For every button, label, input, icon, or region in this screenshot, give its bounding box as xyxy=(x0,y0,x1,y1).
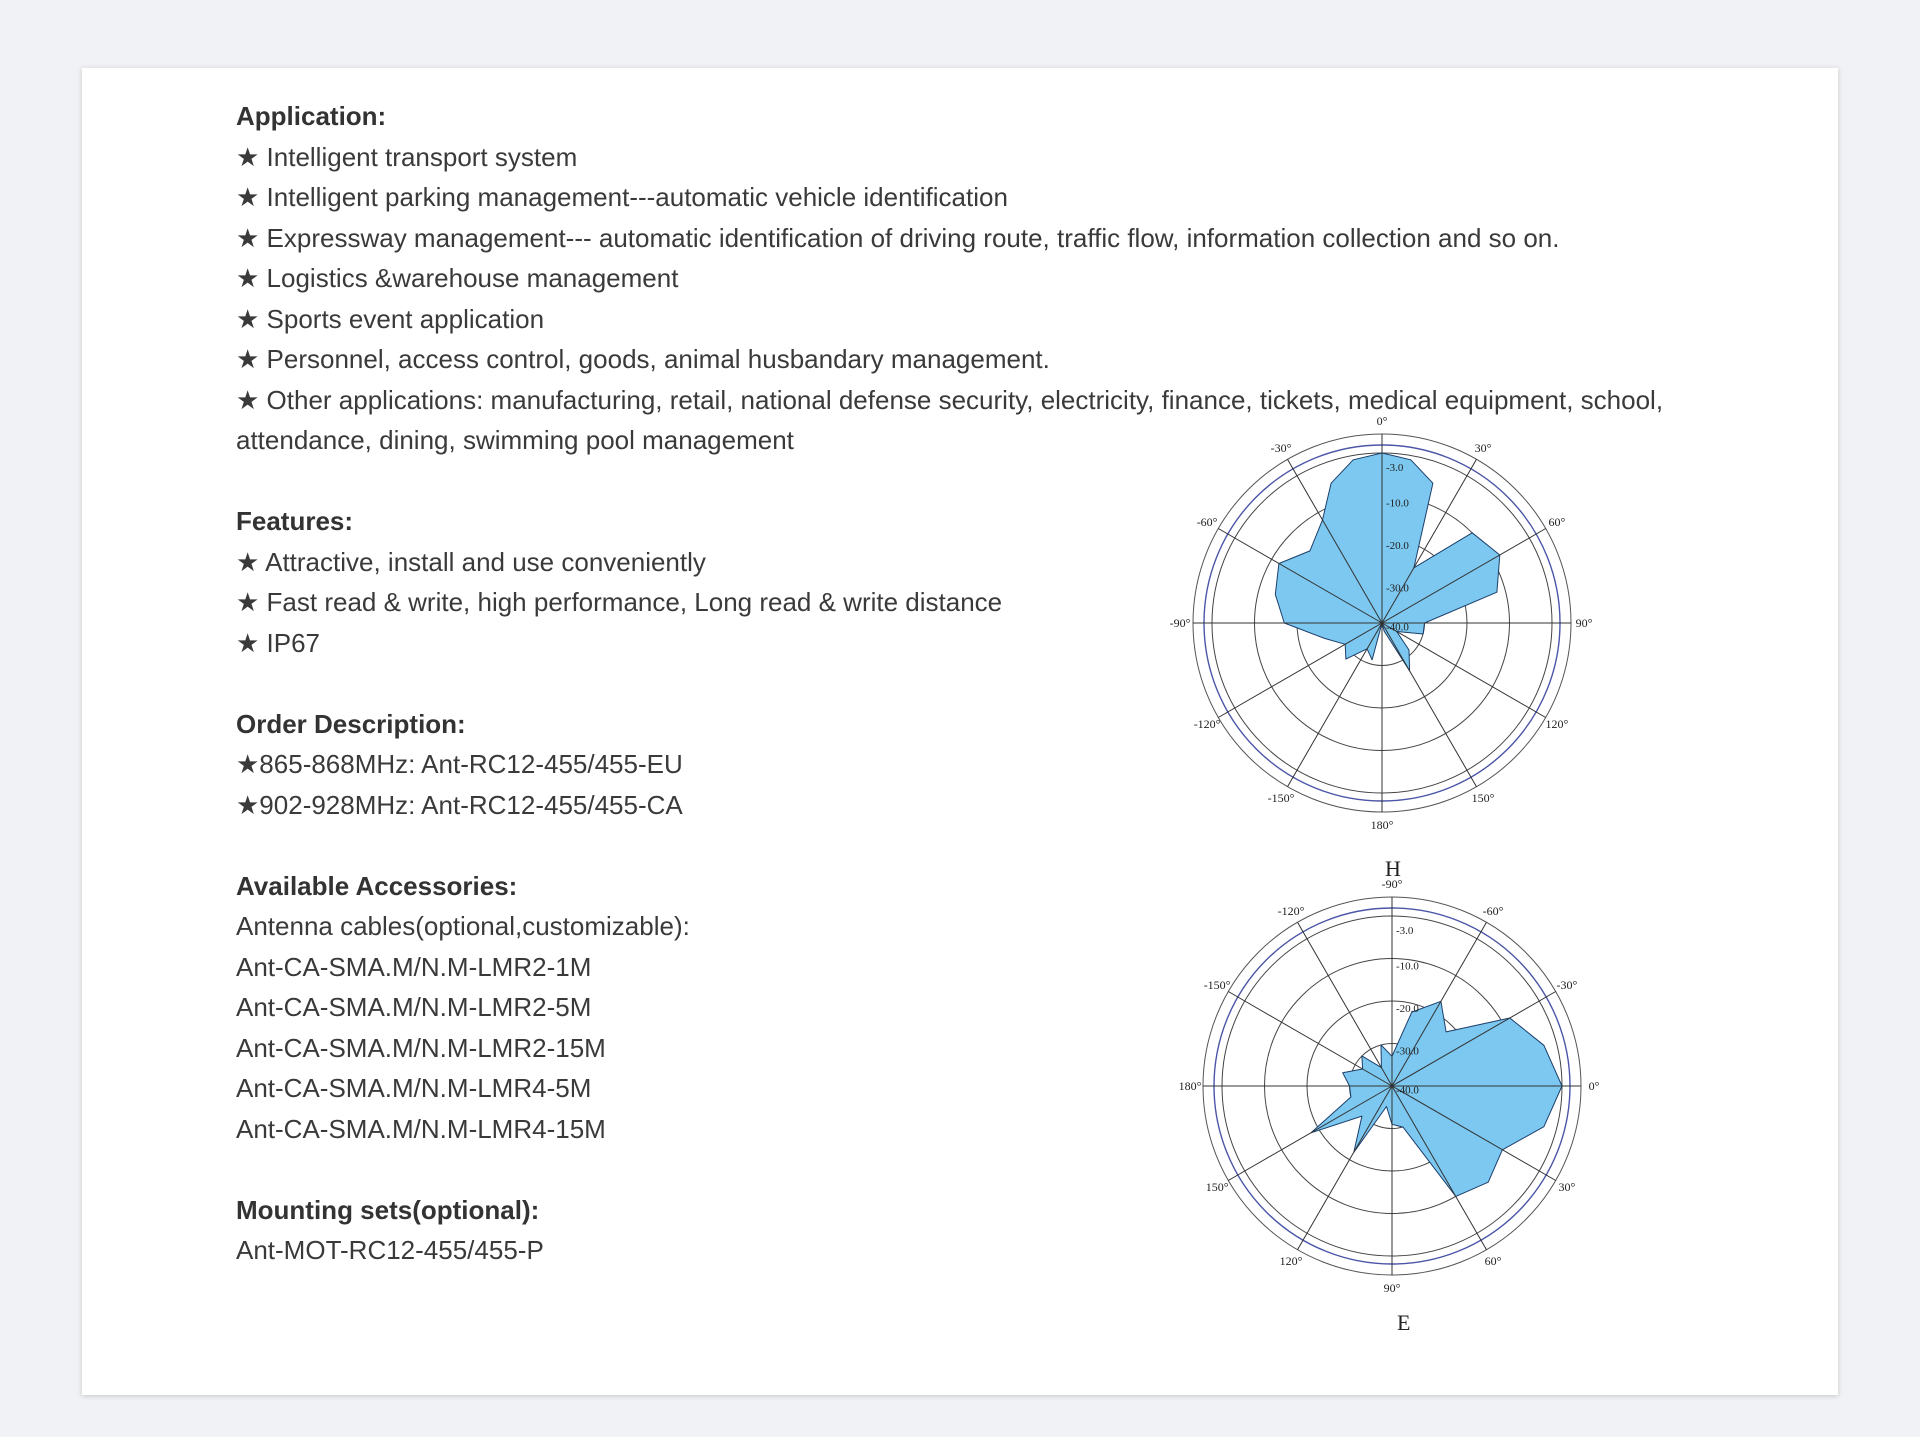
angle-tick-label: -60° xyxy=(1482,904,1504,919)
radial-tick-label: -10.0 xyxy=(1396,960,1419,973)
application-item: ★ Sports event application xyxy=(236,303,545,334)
application-item: ★ Expressway management--- automatic identification of driving route, traffic flow, information collection and so on. xyxy=(236,222,1560,253)
grid-spoke-4 xyxy=(1382,623,1546,718)
e-plane-pattern xyxy=(1178,877,1600,1295)
h-plane-svg xyxy=(1169,414,1593,832)
application-item: ★ Intelligent parking management---automatic vehicle identification xyxy=(236,182,1008,212)
angle-tick-label: 60° xyxy=(1484,1253,1502,1268)
grid-spoke-10 xyxy=(1228,992,1392,1087)
angle-tick-label: -60° xyxy=(1196,515,1218,529)
mounting-item: Ant-MOT-RC12-455/455-P xyxy=(236,1235,544,1265)
mounting-heading: Mounting sets(optional): xyxy=(236,1194,540,1225)
angle-tick-label: 150° xyxy=(1471,790,1495,805)
angle-tick-label: 180° xyxy=(1370,818,1394,832)
angle-tick-label: -30° xyxy=(1556,978,1578,992)
angle-tick-label: -90° xyxy=(1381,877,1403,891)
angle-tick-label: -90° xyxy=(1169,616,1191,630)
application-item: ★ Intelligent transport system xyxy=(236,141,578,172)
e-plane-svg xyxy=(1178,877,1600,1295)
angle-tick-label: 120° xyxy=(1545,717,1569,731)
h-plane-label: H xyxy=(1385,856,1401,881)
accessories-item: Ant-CA-SMA.M/N.M-LMR2-15M xyxy=(236,1032,606,1063)
grid-spoke-7 xyxy=(1288,623,1383,787)
accessories-item: Ant-CA-SMA.M/N.M-LMR2-1M xyxy=(236,951,592,982)
grid-spoke-5 xyxy=(1382,623,1477,787)
angle-tick-label: -150° xyxy=(1203,978,1231,992)
accessories-item: Ant-CA-SMA.M/N.M-LMR2-5M xyxy=(236,992,592,1022)
order-item: ★902-928MHz: Ant-RC12-455/455-CA xyxy=(236,789,683,820)
angle-tick-label: 0° xyxy=(1376,414,1388,428)
radial-tick-label: -30.0 xyxy=(1396,1045,1419,1058)
angle-tick-label: 120° xyxy=(1279,1253,1303,1268)
angle-tick-label: -30° xyxy=(1270,441,1292,456)
application-heading: Application: xyxy=(236,101,387,131)
radial-tick-label: -3.0 xyxy=(1396,924,1414,937)
accessories-item: Antenna cables(optional,customizable): xyxy=(236,911,690,941)
pattern-fill xyxy=(1311,1001,1562,1196)
features-item: ★ IP67 xyxy=(236,627,321,658)
grid-spoke-11 xyxy=(1298,922,1393,1086)
h-plane-pattern xyxy=(1169,414,1593,832)
accessories-item: Ant-CA-SMA.M/N.M-LMR4-15M xyxy=(236,1113,606,1144)
angle-tick-label: 90° xyxy=(1575,616,1593,630)
angle-tick-label: 180° xyxy=(1178,1079,1202,1093)
angle-tick-label: 30° xyxy=(1558,1180,1576,1194)
e-plane-label: E xyxy=(1397,1310,1411,1335)
angle-tick-label: -150° xyxy=(1267,790,1295,805)
order-heading: Order Description: xyxy=(236,708,466,739)
order-item: ★865-868MHz: Ant-RC12-455/455-EU xyxy=(236,749,683,779)
grid-spoke-8 xyxy=(1218,623,1382,718)
radial-tick-label: -3.0 xyxy=(1386,461,1404,474)
application-item: ★ Other applications: manufacturing, retail, national defense security, electricity, finance, tickets, medical equipment, school, attendance, dining, swimming pool management xyxy=(236,384,1664,455)
radial-tick-label: -30.0 xyxy=(1386,582,1409,595)
angle-tick-label: 150° xyxy=(1205,1180,1229,1194)
radial-tick-label: -20.0 xyxy=(1386,540,1409,552)
radial-tick-label: -40.0 xyxy=(1386,621,1409,634)
radial-tick-label: -40.0 xyxy=(1396,1084,1419,1097)
angle-tick-label: -120° xyxy=(1193,717,1221,731)
features-heading: Features: xyxy=(236,506,354,536)
angle-tick-label: 30° xyxy=(1474,441,1492,456)
features-item: ★ Fast read & write, high performance, Long read & write distance xyxy=(236,587,1003,617)
application-item: ★ Personnel, access control, goods, animal husbandary management. xyxy=(236,344,1050,374)
angle-tick-label: 0° xyxy=(1588,1079,1600,1093)
document-page xyxy=(82,68,1838,1395)
angle-tick-label: -120° xyxy=(1277,904,1305,919)
accessories-heading: Available Accessories: xyxy=(236,870,518,901)
angle-tick-label: 90° xyxy=(1383,1281,1401,1295)
radial-tick-label: -10.0 xyxy=(1386,497,1409,510)
accessories-item: Ant-CA-SMA.M/N.M-LMR4-5M xyxy=(236,1073,592,1103)
angle-tick-label: 60° xyxy=(1548,515,1566,529)
features-item: ★ Attractive, install and use conveniently xyxy=(236,546,706,577)
radial-tick-label: -20.0 xyxy=(1396,1003,1419,1015)
application-item: ★ Logistics &warehouse management xyxy=(236,263,679,293)
